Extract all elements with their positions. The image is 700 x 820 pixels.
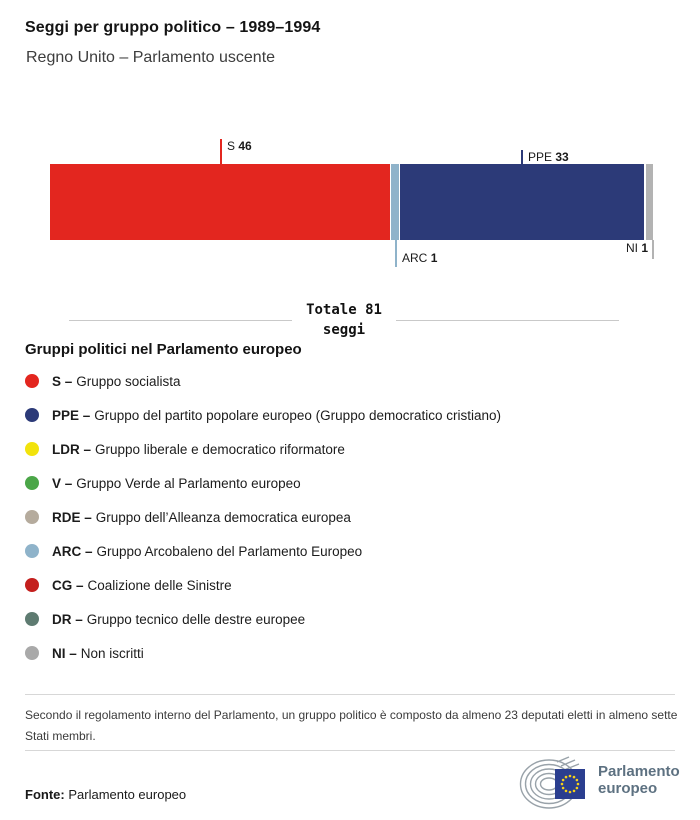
total-line2: seggi (322, 322, 366, 338)
legend-item-label: CG – Coalizione delle Sinistre (52, 577, 232, 593)
ep-logo (519, 755, 680, 811)
legend-color-dot (25, 408, 39, 422)
legend-color-dot (25, 374, 39, 388)
ppe-callout-tick (521, 150, 523, 164)
page-title: Seggi per gruppo politico – 1989–1994 (25, 19, 321, 36)
page-subtitle: Regno Unito – Parlamento uscente (26, 49, 276, 66)
legend-item-label: ARC – Gruppo Arcobaleno del Parlamento Europeo (52, 543, 363, 559)
legend-item-label: S – Gruppo socialista (52, 373, 181, 389)
source-label: Fonte: (25, 787, 65, 802)
ep-logo-wordmark (598, 763, 680, 797)
source-divider (25, 750, 675, 751)
arc-callout-label (402, 251, 437, 265)
source-text (25, 787, 186, 802)
arc-code: ARC (402, 251, 428, 265)
s-code: S (227, 139, 236, 153)
legend-item-label: NI – Non iscritti (52, 645, 144, 661)
eu-flag-icon (555, 769, 585, 799)
footnote-text: Secondo il regolamento interno del Parlamento, un gruppo politico è composto da almeno 23 deputati eletti in almeno sette Stati membri. (25, 708, 678, 743)
footnote-divider (25, 694, 675, 695)
bar-segment-arc (391, 164, 398, 240)
legend-item-ldr (25, 432, 665, 466)
ni-seats: 1 (641, 241, 648, 255)
ppe-callout-label (528, 150, 569, 164)
total-line1: Totale 81 (306, 302, 382, 318)
ni-code: NI (625, 241, 638, 255)
ppe-code: PPE (528, 150, 553, 164)
legend-color-dot (25, 442, 39, 456)
legend-item-ni (25, 636, 665, 670)
legend-title: Gruppi politici nel Parlamento europeo (25, 341, 302, 358)
legend-item-cg (25, 568, 665, 602)
legend-color-dot (25, 510, 39, 524)
legend-item-s (25, 364, 665, 398)
legend-color-dot (25, 476, 39, 490)
divider-line-right (396, 320, 619, 321)
legend-color-dot (25, 578, 39, 592)
bar-segment-s (50, 164, 390, 240)
ppe-seats: 33 (555, 150, 569, 164)
legend-list (25, 364, 665, 670)
s-callout-label (227, 139, 252, 153)
ni-callout-label (600, 241, 648, 255)
legend-item-label: DR – Gruppo tecnico delle destre europee (52, 611, 306, 627)
source-value: Parlamento europeo (68, 787, 187, 802)
s-callout-tick (220, 139, 222, 164)
arc-callout-tick (395, 240, 397, 267)
legend-item-dr (25, 602, 665, 636)
s-seats: 46 (238, 139, 252, 153)
arc-seats: 1 (430, 251, 438, 265)
total-seats-row (55, 300, 633, 340)
legend-color-dot (25, 612, 39, 626)
ep-logo-icon (519, 755, 591, 811)
legend-item-ppe (25, 398, 665, 432)
ni-callout-tick (652, 240, 654, 259)
legend-item-rde (25, 500, 665, 534)
bar-segment-ppe (400, 164, 644, 240)
legend-item-label: RDE – Gruppo dell’Alleanza democratica europea (52, 509, 351, 525)
ep-logo-line2: europeo (598, 780, 658, 797)
legend-item-label: PPE – Gruppo del partito popolare europeo (Gruppo democratico cristiano) (52, 407, 502, 423)
legend-item-arc (25, 534, 665, 568)
ep-logo-line1: Parlamento (598, 763, 680, 780)
legend-item-label: LDR – Gruppo liberale e democratico riformatore (52, 441, 345, 457)
legend-item-v (25, 466, 665, 500)
legend-color-dot (25, 646, 39, 660)
legend-item-label: V – Gruppo Verde al Parlamento europeo (52, 475, 301, 491)
bar-segment-ni (646, 164, 653, 240)
seat-bar (50, 164, 653, 240)
total-seats-label (306, 300, 382, 340)
legend-color-dot (25, 544, 39, 558)
divider-line-left (69, 320, 292, 321)
